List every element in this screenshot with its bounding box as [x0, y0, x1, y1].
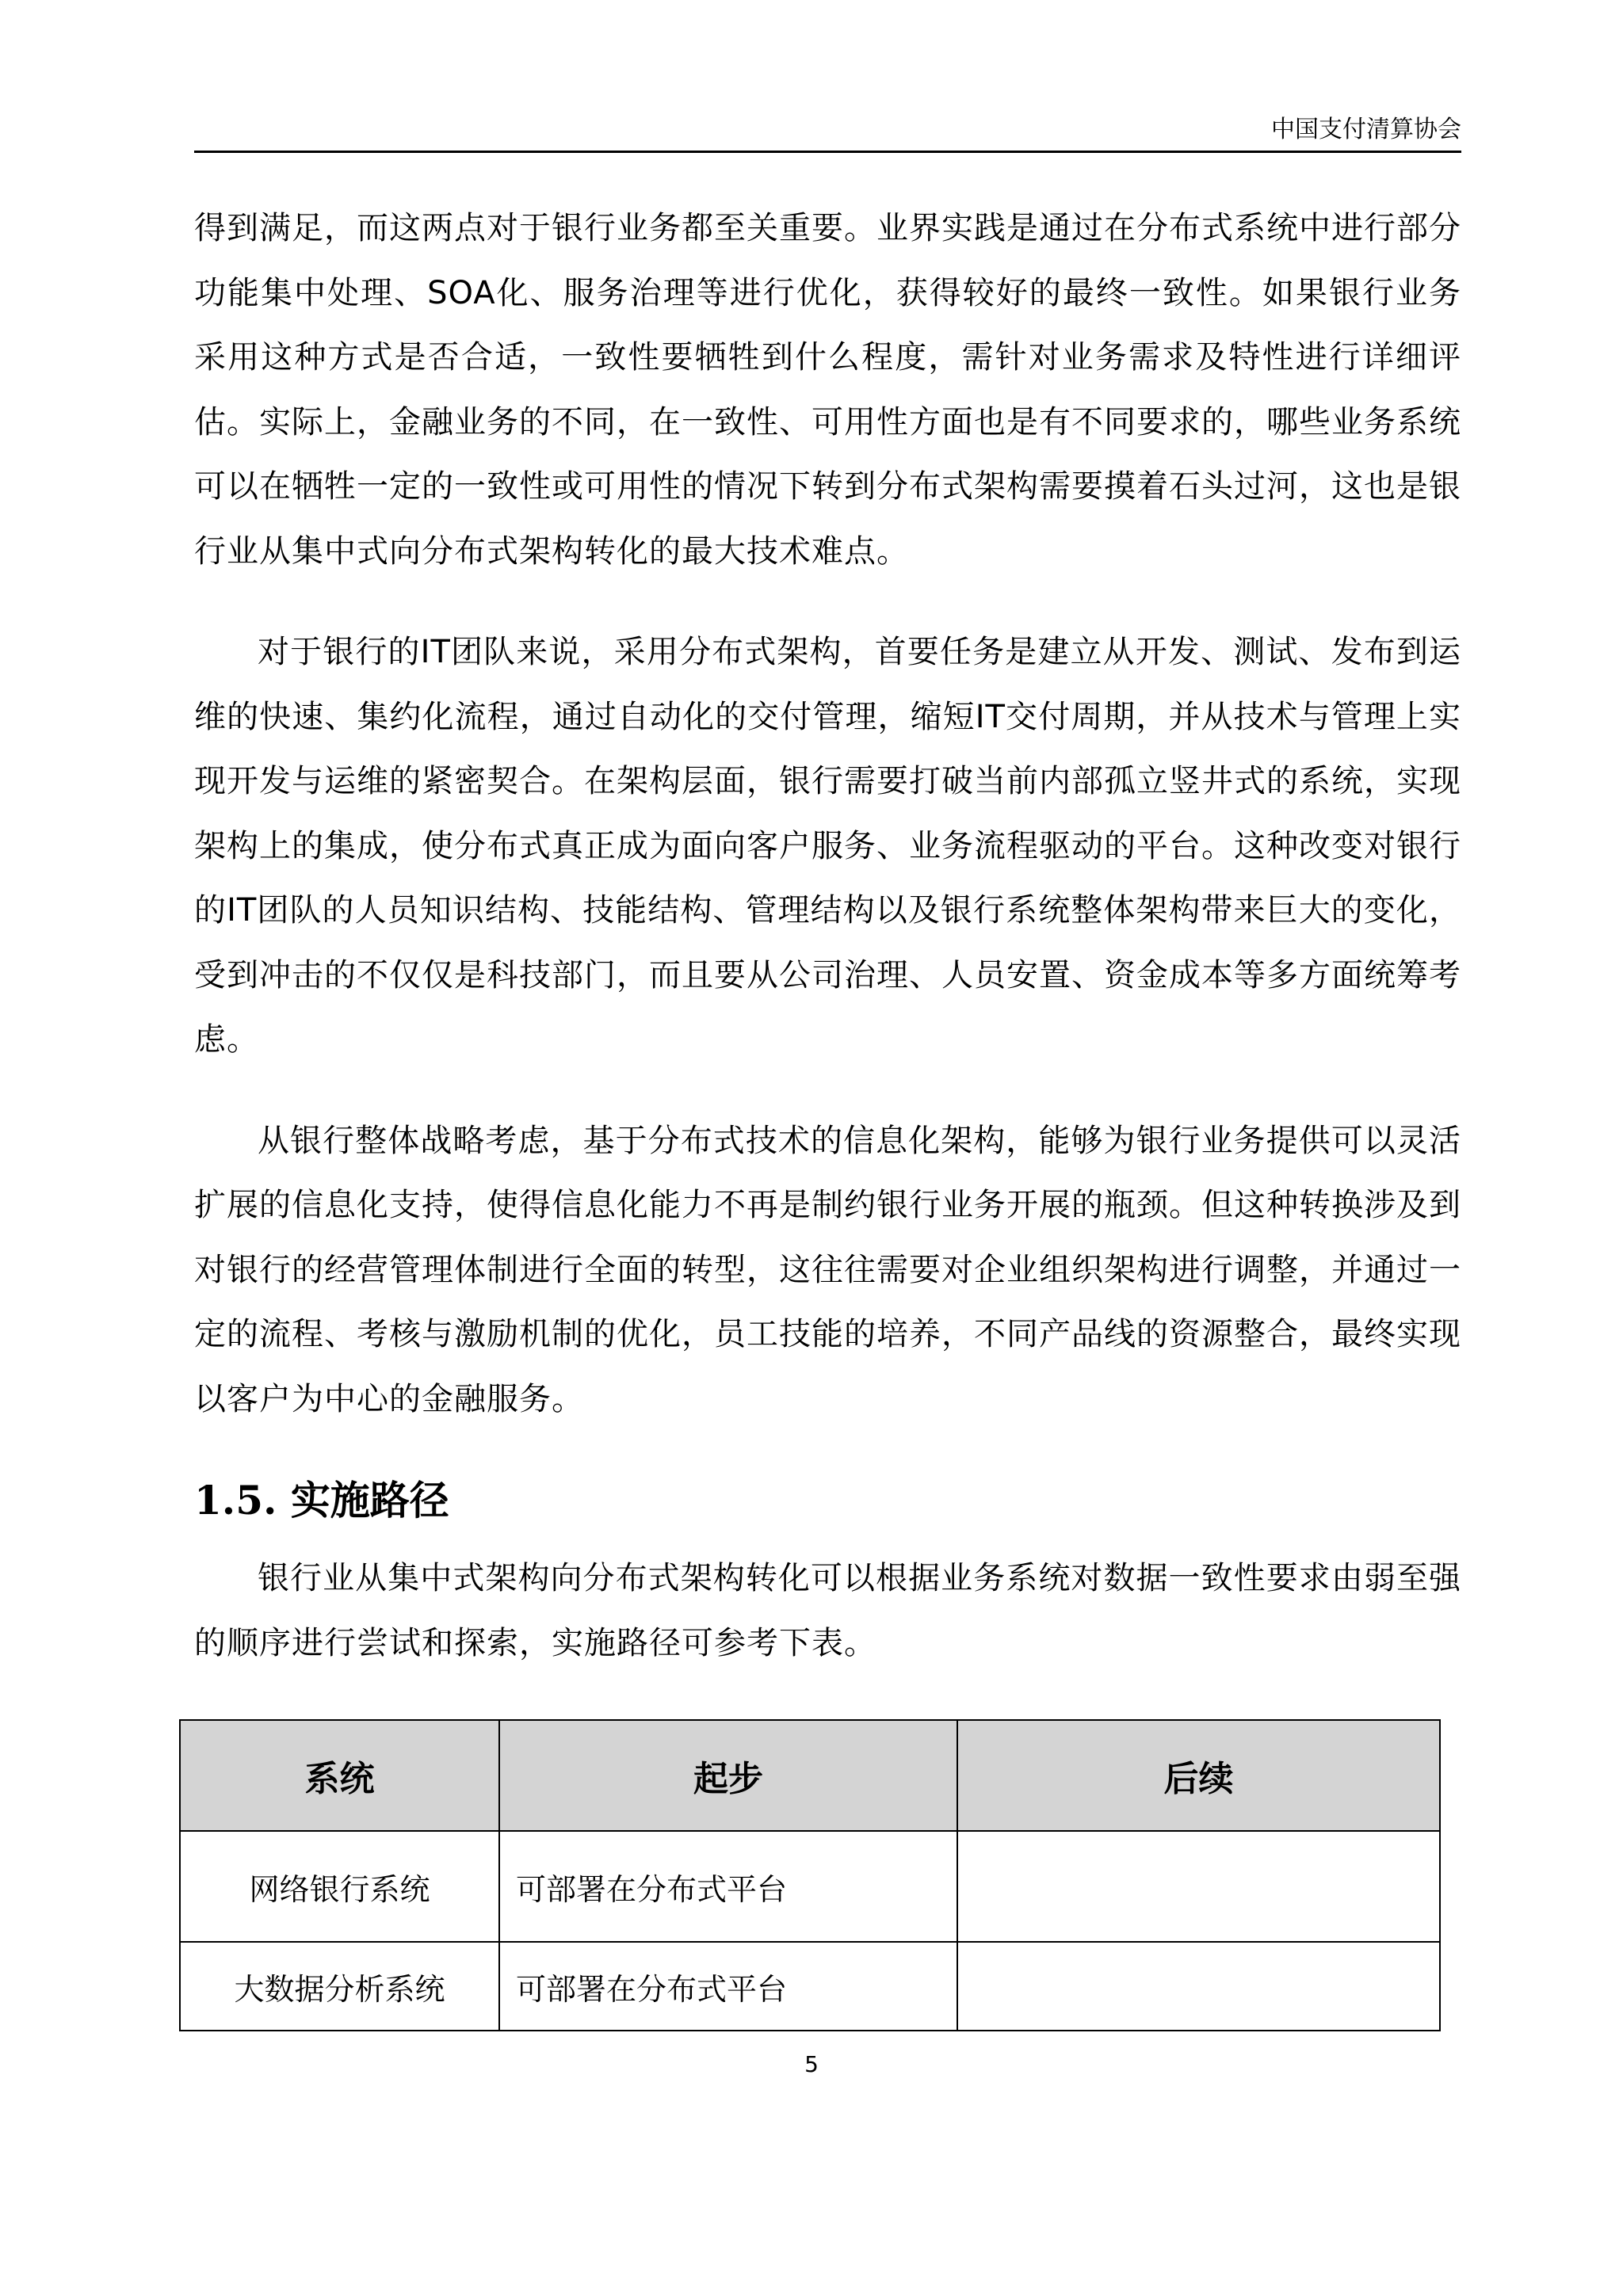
table-cell-system: 网络银行系统	[180, 1831, 499, 1942]
table-header-followup: 后续	[957, 1720, 1440, 1831]
table-cell-followup	[957, 1831, 1440, 1942]
section-intro: 银行业从集中式架构向分布式架构转化可以根据业务系统对数据一致性要求由弱至强的顺序进行尝试和探索，实施路径可参考下表。	[194, 1560, 1461, 1661]
table-row	[180, 1831, 1440, 1942]
table-cell-start: 可部署在分布式平台	[499, 1831, 957, 1942]
paragraph-3: 从银行整体战略考虑，基于分布式技术的信息化架构，能够为银行业务提供可以灵活扩展的信息化支持，使得信息化能力不再是制约银行业务开展的瓶颈。但这种转换涉及到对银行的经营管理体制进行全面的转型，这往往需要对企业组织架构进行调整，并通过一定的流程、考核与激励机制的优化，员工技能的培养，不同产品线的资源整合，最终实现以客户为中心的金融服务。	[194, 1122, 1461, 1417]
implementation-path-table	[179, 1719, 1441, 2031]
table-row	[180, 1942, 1440, 2031]
table-cell-followup	[957, 1942, 1440, 2031]
section-heading: 1.5. 实施路径	[194, 1477, 449, 1524]
body-section-1	[194, 196, 1461, 1432]
table-header-start: 起步	[499, 1720, 957, 1831]
table-header-row	[180, 1720, 1440, 1831]
header-organization: 中国支付清算协会	[1271, 116, 1461, 143]
header-divider	[194, 151, 1461, 153]
page-number: 5	[804, 2051, 819, 2077]
body-section-2	[194, 1547, 1461, 1676]
table-cell-start: 可部署在分布式平台	[499, 1942, 957, 2031]
paragraph-1: 得到满足，而这两点对于银行业务都至关重要。业界实践是通过在分布式系统中进行部分功能集中处理、SOA化、服务治理等进行优化，获得较好的最终一致性。如果银行业务采用这种方式是否合适，一致性要牺牲到什么程度，需针对业务需求及特性进行详细评估。实际上，金融业务的不同，在一致性、可用性方面也是有不同要求的，哪些业务系统可以在牺牲一定的一致性或可用性的情况下转到分布式架构需要摸着石头过河，这也是银行业从集中式向分布式架构转化的最大技术难点。	[194, 210, 1461, 570]
table-cell-system: 大数据分析系统	[180, 1942, 499, 2031]
implementation-path-table-wrap	[179, 1719, 1441, 2031]
paragraph-2: 对于银行的IT团队来说，采用分布式架构，首要任务是建立从开发、测试、发布到运维的快速、集约化流程，通过自动化的交付管理，缩短IT交付周期，并从技术与管理上实现开发与运维的紧密契合。在架构层面，银行需要打破当前内部孤立竖井式的系统，实现架构上的集成，使分布式真正成为面向客户服务、业务流程驱动的平台。这种改变对银行的IT团队的人员知识结构、技能结构、管理结构以及银行系统整体架构带来巨大的变化，受到冲击的不仅仅是科技部门，而且要从公司治理、人员安置、资金成本等多方面统筹考虑。	[194, 634, 1461, 1058]
table-header-system: 系统	[180, 1720, 499, 1831]
